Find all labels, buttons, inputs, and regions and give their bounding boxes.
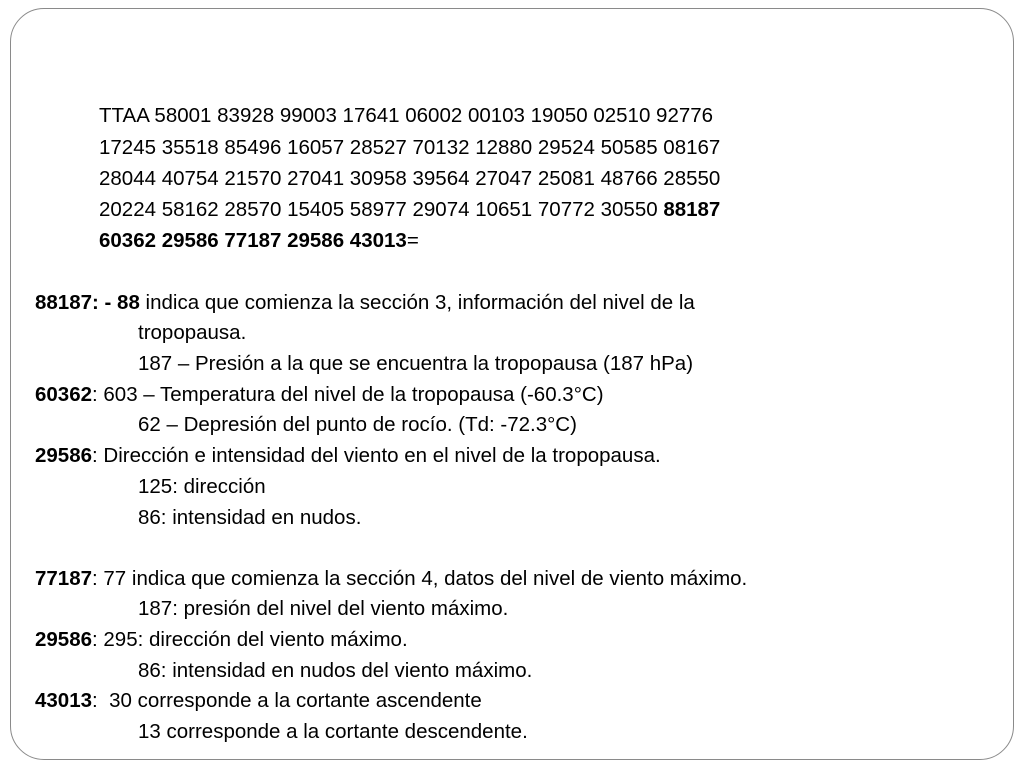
- explanation-detail: [138, 506, 361, 530]
- code-text: TTAA 58001 83928 99003 17641 06002 00103 19050 02510 92776: [99, 104, 714, 127]
- explanation-line: [35, 383, 604, 407]
- code-text: 28044 40754 21570 27041 30958 39564 27047 25081 48766 28550: [99, 167, 721, 190]
- code-line-3: [99, 167, 720, 191]
- explanation-detail: [138, 475, 266, 499]
- group-explanation: : Dirección e intensidad del viento en el nivel de la tropopausa.: [92, 444, 661, 467]
- group-code: 29586: [35, 628, 93, 651]
- explanation-detail: [138, 352, 693, 376]
- detail-text: 62 – Depresión del punto de rocío. (Td: -72.3°C): [138, 413, 577, 436]
- group-explanation: : 77 indica que comienza la sección 4, datos del nivel de viento máximo.: [92, 567, 748, 590]
- explanation-line: [35, 567, 747, 591]
- code-text: 17245 35518 85496 16057 28527 70132 12880 29524 50585 08167: [99, 136, 721, 159]
- code-line-2: [99, 136, 720, 160]
- group-code: 88187: - 88: [35, 291, 140, 314]
- detail-text: 125: dirección: [138, 475, 266, 498]
- explanation-line: [35, 628, 408, 652]
- explanation-detail: [138, 659, 532, 683]
- code-line-4: [99, 198, 720, 222]
- group-code: 77187: [35, 567, 93, 590]
- detail-text: 86: intensidad en nudos.: [138, 506, 362, 529]
- group-code: 43013: [35, 689, 93, 712]
- code-text: 20224 58162 28570 15405 58977 29074 10651 70772 30550: [99, 198, 664, 221]
- detail-text: 187 – Presión a la que se encuentra la tropopausa (187 hPa): [138, 352, 694, 375]
- group-explanation: : 30 corresponde a la cortante ascendente: [92, 689, 482, 712]
- explanation-detail: [138, 597, 508, 621]
- group-explanation: indica que comienza la sección 3, información del nivel de la: [139, 291, 695, 314]
- explanation-line: [35, 689, 482, 713]
- detail-text: 187: presión del nivel del viento máximo.: [138, 597, 509, 620]
- detail-text: 13 corresponde a la cortante descendente.: [138, 720, 528, 743]
- code-line-5: [99, 229, 419, 253]
- group-explanation: : 295: dirección del viento máximo.: [92, 628, 408, 651]
- code-line-1: [99, 104, 713, 128]
- code-terminator: =: [406, 229, 419, 252]
- explanation-continuation: [138, 321, 246, 345]
- explanation-line: [35, 444, 661, 468]
- group-code: 29586: [35, 444, 93, 467]
- group-explanation: : 603 – Temperatura del nivel de la tropopausa (-60.3°C): [92, 383, 604, 406]
- group-code: 60362: [35, 383, 93, 406]
- continuation-text: tropopausa.: [138, 321, 247, 344]
- code-bold-group: 88187: [663, 198, 721, 221]
- explanation-line: [35, 291, 695, 315]
- code-bold-group: 60362 29586 77187 29586 43013: [99, 229, 407, 252]
- explanation-detail: [138, 413, 577, 437]
- explanation-detail: [138, 720, 528, 744]
- detail-text: 86: intensidad en nudos del viento máximo.: [138, 659, 533, 682]
